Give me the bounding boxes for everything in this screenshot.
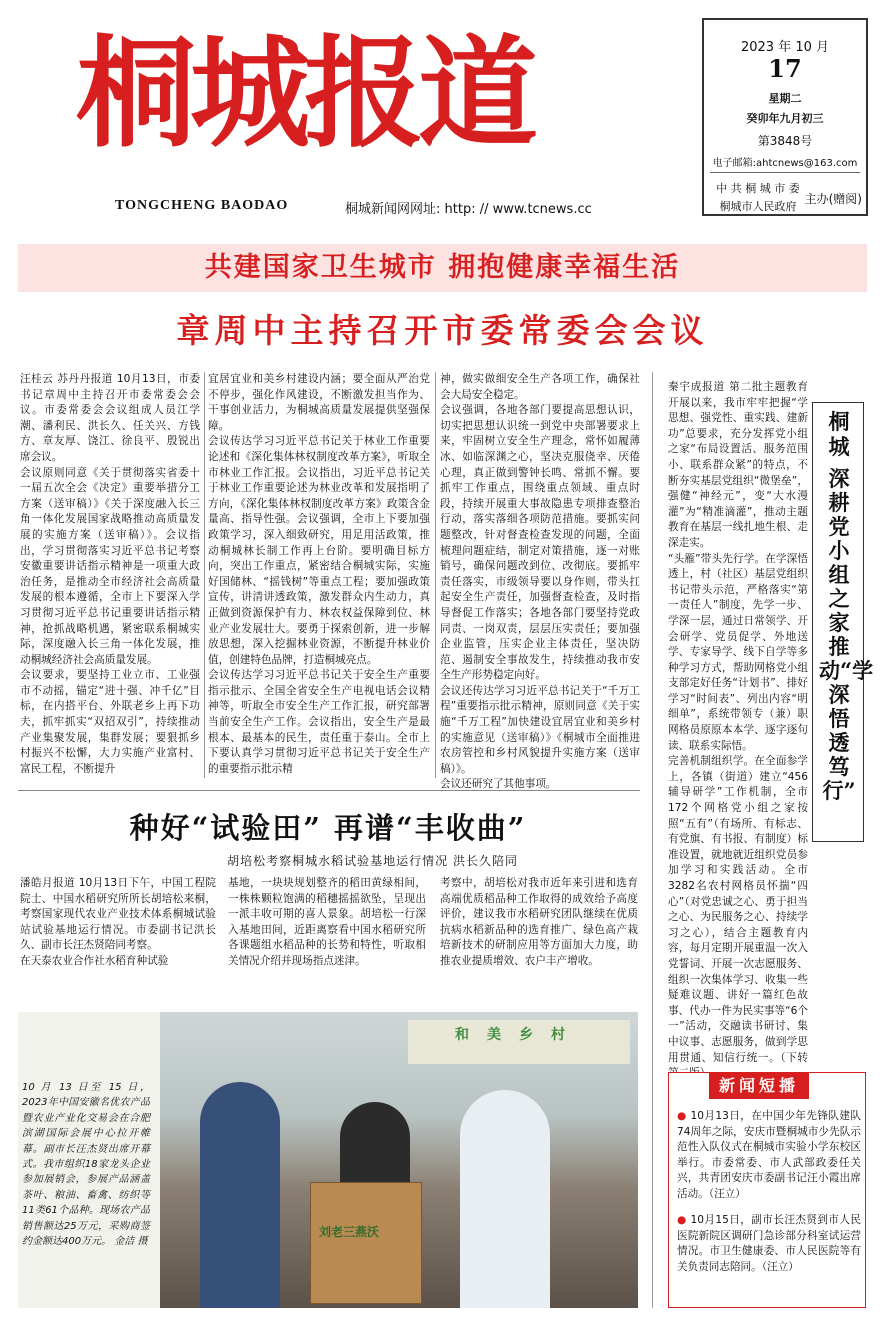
photo-banner: 和美乡村 [408, 1020, 630, 1064]
sponsor-label: 主办(赠阅) [804, 192, 862, 206]
email[interactable]: 电子邮箱:ahtcnews@163.com [712, 158, 858, 169]
vertical-divider [652, 372, 653, 1308]
rice-bag [310, 1182, 422, 1304]
article1-column-3: 神，做实做细安全生产各项工作，确保社会大局安全稳定。 会议强调，各地各部门要提高思想认识，切实把思想认识统一到党中央部署要求上来，牢固树立安全生产理念，常怀如履薄冰、如临深渊之心，坚决克服侥幸、厌倦心理，真正做到警钟长鸣、常抓不懈。要抓牢工作重点，围绕重点领域、重点时段，持续开展重大事故隐患专项排查整治行动，落实落细各项防范措施。要抓实问题整改，针对督查检查发现的问题，全面梳理问题症结，制定对策措施，逐一对账销号，确保问题改到位、改彻底。要抓牢责任落实，市级领导要以身作则，带头扛起安全生产责任，加强督查检查，及时指导督促工作落实；各地各部门要坚持党政同责、一岗双责，层层压实责任；要加强企业监管，压实企业主体责任，坚决防范、遏制安全事故发生，持续推动我市安全生产形势稳定向好。 会议还传达学习习近平总书记关于“千万工程”重要指示批示精神，原则同意《关于实施“千万工程”加快建设宜居宜业和美乡村的实施意见（送审稿）》《桐城市全面推进农房管控和乡村风貌提升实施方案（送审稿）》。 会议还研究了其他事项。 [440, 373, 640, 791]
photo-caption: 10 月 13 日至 15 日，2023年中国安徽名优农产品暨农业产业化交易会在合肥滨湖国际会展中心拉开帷幕。副市长汪杰贤出席开幕式。我市组织18家龙头企业参加展销会，参展产品涵盖茶叶、粮油、畜禽、纺织等11类61个品种。现场农产品销售额达25万元，采购商签约金额达400万元。 金洁 摄 [22, 1082, 150, 1248]
news-brief-item-text: 10月15日，副市长汪杰贤到市人民医院新院区调研门急诊部分科室试运营情况。市卫生健康委、市人民医院等有关负责同志陪同。（汪立） [677, 1214, 861, 1273]
issue-number: 第3848号 [757, 134, 813, 148]
photo-person [460, 1090, 550, 1308]
slogan-banner: 共建国家卫生城市 拥抱健康幸福生活 [18, 244, 867, 292]
date-year-month: 2023 年 10 月 [740, 40, 830, 55]
date-weekday: 星期二 [768, 92, 802, 105]
website-address[interactable]: 桐城新闻网网址: http: // www.tcnews.cc [345, 202, 592, 217]
news-brief-item[interactable] [677, 1213, 861, 1275]
section-divider [18, 790, 640, 791]
side-article-text: 秦宇成报道 第二批主题教育开展以来，我市牢牢把握“学思想、强党性、重实践、建新功”总要求，充分发挥党小组之家“布局设置活、服务范围小、联系群众紧”的特点，不断夯实基层党组织“微堡垒”，强健“神经元”，变“大水漫灌”为“精准滴灌”，推动主题教育在基层一线扎地生根、走深走实。 “头雁”带头先行学。在学深悟透上，村（社区）基层党组织书记带头示范，严格落实“第一责任人”制度，先学一步、学深一层，通过日常领学、开会研学、党员促学、外地送学、专家导学、线下自学等多种学习方式，帮助网格党小组支部定好任务“计划书”、排好学习“时间表”、列出内容“明细单”，系统带领专（兼）职网格员原原本本学、逐字逐句读、联系实际悟。 完善机制组织学。在全面参学上，各镇（街道）建立“456辅导研学”工作机制，全市172个网格党小组之家按照“五有”（有场所、有标志、有党旗、有书报、有制度）标准设置，就地就近组织党员参加学习和实践活动。全市3282名农村网格员怀揣“四心”（对党忠诚之心、勇于担当之心、为民服务之心、持续学习之心），结合主题教育内容，每月定期开展重温一次入党誓词、开展一次志愿服务、组织一次集体学习、收集一些疑难议题、讲好一篇红色故事、代办一件为民实事等“6个一”活动，交融读书研讨、集中议事、志愿服务，做到学思用贯通、知信行统一。（下转 [668, 381, 808, 1064]
news-brief-item-text: 10月13日，在中国少年先锋队建队74周年之际，安庆市暨桐城市少先队示范性入队仪式在桐城市实验小学东校区举行。市委常委、市人武部政委任关兴，共青团安庆市委副书记汪小霞出席活动。（汪立） [677, 1110, 861, 1200]
article2-headline[interactable]: 种好“试验田” 再谱“丰收曲” [129, 811, 527, 845]
date-box-divider [710, 172, 860, 173]
article1-headline[interactable]: 章周中主持召开市委常委会会议 [176, 311, 709, 350]
article2-subtitle: 胡培松考察桐城水稻试验基地运行情况 洪长久陪同 [227, 854, 518, 868]
side-article-headline[interactable] [812, 402, 874, 842]
rice-bag-label: 刘老三燕沃 [319, 1225, 380, 1239]
bullet-icon: ● [677, 1214, 687, 1226]
article1-column-2: 宜居宜业和美乡村建设内涵；要全面从严治党不停步，强化作风建设，不断激发担当作为、干事创业活力，为桐城高质量发展提供坚强保障。 会议传达学习习近平总书记关于林业工作重要论述和《深化集体林权制度改革方案》，听取全市林业工作汇报。会议指出，习近平总书记关于林业工作重要论述为林业改革和发展指明了方向，《深化集体林权制度改革方案》政策含金量高、指导性强。会议强调，全市上下要加强政策学习，深入细致研究，用足用活政策，推动桐城林长制工作再上台阶。要明确目标方向，突出工作重点，紧密结合桐城实际，实施好国储林、“摇钱树”等重点工程；要加强政策宣传，讲清讲透政策，激发群众内生动力，真正做到资源保护有力、林农权益保障到位、林业产业发展壮大。要勇于探索创新，进一步解放思想，深入挖掘林业资源，不断提升林业价值，创建特色品牌，打造桐城亮点。 会议传达学习习近平总书记关于安全生产重要指示批示、全国全省安全生产电视电话会议精神等，听取全市安全生产工作汇报，研究部署当前安全生产工作。会议指出，安全生产是最根本、最基本的民生，责任重于泰山。全市上下要认真学习贯彻习近平总书记关于安全生产的重要指示批示精 [208, 373, 430, 775]
masthead-pinyin: TONGCHENG BAODAO [115, 198, 289, 213]
expo-photo[interactable] [160, 1012, 638, 1308]
masthead-title: 桐城报道 [76, 23, 532, 164]
article2-column-2: 基地，一块块规划整齐的稻田黄绿相间，一株株颗粒饱满的稻穗摇摇欲坠，呈现出一派丰收可期的喜人景象。胡培松一行深入基地田间，近距离察看中国水稻研究所各课题组水稻品种的长势和特性，听取相关情况介绍并现场指点迷津。 [228, 877, 426, 967]
date-day: 17 [768, 54, 802, 83]
date-lunar: 癸卯年九月初三 [746, 112, 824, 125]
photo-person [200, 1082, 280, 1308]
news-brief-tag: 新闻短播 [709, 1073, 809, 1099]
article2-column-3: 考察中，胡培松对我市近年来引进和选育高端优质稻品种工作取得的成效给予高度评价，建议我市水稻研究团队继续在优质抗病水稻新品种的选育推广、绿色高产栽培新技术的研制应用等方面加大力度，助推农业提质增效、农户丰产增收。 [440, 877, 638, 967]
bullet-icon: ● [677, 1110, 687, 1122]
news-brief-box [668, 1072, 866, 1308]
date-box [702, 18, 868, 216]
sponsor-organizations: 中 共 桐 城 市 委 桐城市人民政府 [716, 182, 800, 213]
column-divider [435, 372, 436, 778]
column-divider [204, 372, 205, 778]
side-headline-part2: 深耕党小组之家 推动“学深悟透笃行” [819, 466, 874, 803]
news-brief-item[interactable] [677, 1109, 861, 1203]
side-headline-part1: 桐城 [828, 409, 850, 459]
article2-column-1: 潘皓月报道 10月13日下午，中国工程院院士、中国水稻研究所所长胡培松来桐，考察国家现代农业产业技术体系桐城试验站试验基地运行情况。市委副书记洪长久、副市长汪杰贤陪同考察。 在天泰农业合作社水稻育种试验 [20, 877, 216, 967]
article1-column-1: 汪桂云 苏丹丹报道 10月13日，市委书记章周中主持召开市委常委会会议。市委常委会会议组成人员江学潮、潘利民、洪长久、任关兴、方钱方、章友厚、饶江、徐良平、殷锐出席会议。 会议原则同意《关于贯彻落实省委十一届五次全会《决定》重要举措分工方案（送审稿）》《关于深度融入长三角一体化发展国家战略推动高质量发展的实施方案（送审稿）》。会议指出，学习贯彻落实习近平总书记考察安徽重要讲话指示精神是一项重大政治任务，是推动全市经济社会高质量发展的根本遵循，全市上下要深入学习贯彻习近平总书记重要讲话指示精神，抢抓战略机遇，紧密联系桐城实际，深度融入长三角一体化发展，推动桐城经济社会高质量发展。 会议要求，要坚持工业立市、工业强市不动摇，锚定“进十强、冲千亿”目标，在内搭平台、外联老乡上再下功夫，抓牢抓实“双招双引”，持续推动产业集聚发展，集群发展；要狠抓乡村振兴不松懈，大力实施产业富村、富民工程，不断提升 [20, 373, 200, 775]
